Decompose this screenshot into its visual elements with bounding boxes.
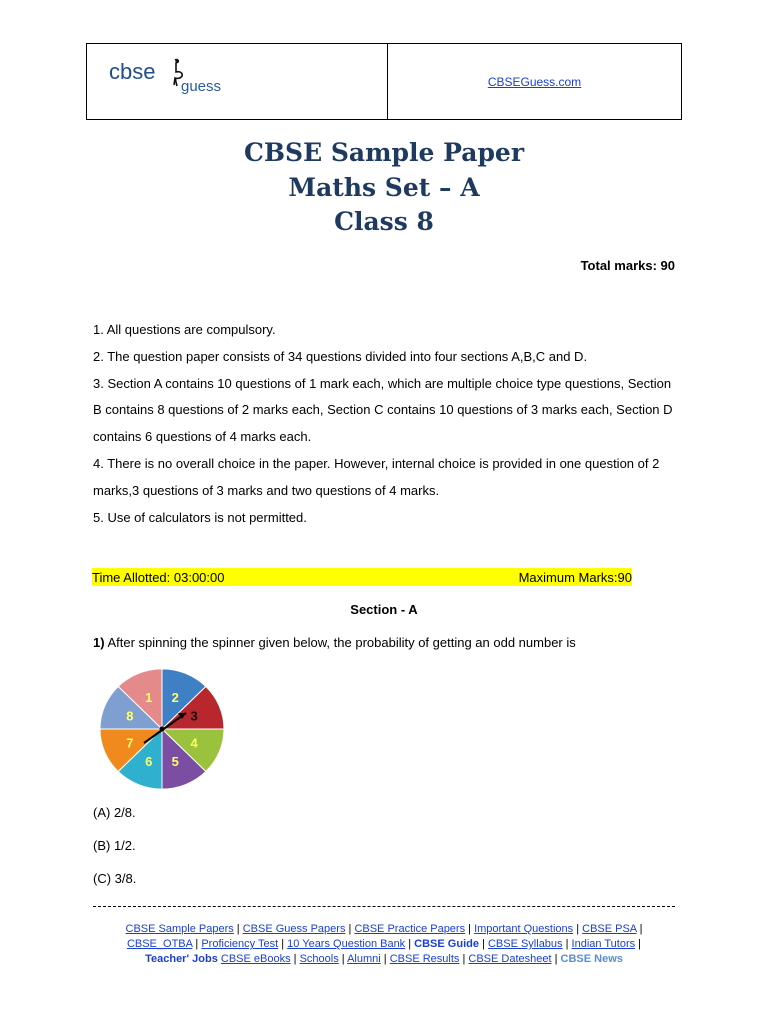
logo-cell	[87, 44, 388, 119]
footer-link[interactable]: Teacher' Jobs	[145, 953, 218, 965]
footer-link[interactable]: CBSE Guess Papers	[242, 923, 346, 935]
option-b: (B) 1/2.	[93, 838, 136, 853]
instruction-item: 2. The question paper consists of 34 questions divided into four sections A,B,C and D.	[93, 348, 588, 364]
spinner-number: 8	[126, 708, 134, 724]
footer-link[interactable]: Alumni	[347, 953, 381, 965]
footer-link[interactable]: Important Questions	[474, 923, 574, 935]
time-marks-bar	[92, 568, 632, 586]
footer-row: CBSE_OTBA | Proficiency Test | 10 Years Question Bank | CBSE Guide | CBSE Syllabus | Indian Tutors |	[126, 938, 642, 950]
question-text: After spinning the spinner given below, the probability of getting an odd number is	[104, 635, 576, 650]
footer-link[interactable]: CBSE Guide	[414, 938, 479, 950]
spinner-number: 2	[171, 689, 179, 705]
footer-link[interactable]: Schools	[299, 953, 339, 965]
logo-cbse-text: cbse	[109, 59, 156, 84]
total-marks: Total marks: 90	[580, 258, 675, 273]
footer-links	[93, 922, 675, 967]
footer-link[interactable]: Proficiency Test	[201, 938, 279, 950]
footer-link[interactable]: CBSE PSA	[582, 923, 637, 935]
spinner-number: 5	[171, 754, 179, 770]
footer-link[interactable]: CBSE eBooks	[220, 953, 291, 965]
footer-link[interactable]: CBSE News	[560, 953, 623, 965]
footer-link[interactable]: CBSE Results	[389, 953, 460, 965]
option-c: (C) 3/8.	[93, 871, 137, 886]
instruction-item: 1. All questions are compulsory.	[93, 322, 276, 337]
spinner-number: 6	[145, 754, 153, 770]
instruction-item: 4. There is no overall choice in the paper. However, internal choice is provided in one question of 2 marks,3 questions of 3 marks and two questions of 4 marks.	[93, 455, 660, 498]
footer-link[interactable]: CBSE_OTBA	[126, 938, 193, 950]
question-1	[93, 635, 576, 650]
instruction-item: 3. Section A contains 10 questions of 1 mark each, which are multiple choice type questions, Section B contains 8 questions of 2 marks each, Section C contains 10 questions of 3 marks each, Section D contains 6 questions of 4 marks each.	[93, 375, 673, 445]
instruction-item: 5. Use of calculators is not permitted.	[93, 509, 307, 525]
paper-class: Class 8	[334, 207, 434, 236]
time-allotted: Time Allotted: 03:00:00	[92, 569, 225, 585]
site-link[interactable]: CBSEGuess.com	[487, 74, 582, 89]
site-link-cell	[388, 44, 681, 119]
spinner-number: 4	[190, 735, 198, 751]
maximum-marks: Maximum Marks:90	[518, 569, 632, 585]
instructions	[93, 317, 683, 531]
question-number: 1)	[93, 635, 105, 650]
spinner-number: 3	[190, 708, 198, 724]
cbseguess-logo	[109, 58, 239, 104]
section-heading: Section - A	[350, 602, 418, 617]
spinner-image	[95, 664, 231, 794]
footer-link[interactable]: CBSE Syllabus	[487, 938, 563, 950]
paper-title: CBSE Sample Paper	[243, 138, 525, 167]
header-table	[86, 43, 682, 120]
option-a: (A) 2/8.	[93, 805, 136, 820]
spinner-hub	[160, 727, 165, 732]
footer-link[interactable]: CBSE Datesheet	[468, 953, 552, 965]
paper-subject: Maths Set – A	[288, 173, 480, 202]
footer-link[interactable]: 10 Years Question Bank	[287, 938, 406, 950]
footer-link[interactable]: CBSE Practice Papers	[354, 923, 466, 935]
spinner-number: 1	[145, 689, 153, 705]
spinner-number: 7	[126, 735, 134, 751]
footer-row: Teacher' Jobs CBSE eBooks | Schools | Alumni | CBSE Results | CBSE Datesheet | CBSE News	[145, 953, 623, 965]
logo-guess-text: guess	[181, 78, 222, 95]
footer-link[interactable]: Indian Tutors	[571, 938, 636, 950]
footer-row: CBSE Sample Papers | CBSE Guess Papers | CBSE Practice Papers | Important Questions | CBSE PSA |	[125, 923, 643, 935]
footer-divider	[93, 906, 675, 907]
footer-link[interactable]: CBSE Sample Papers	[125, 923, 234, 935]
